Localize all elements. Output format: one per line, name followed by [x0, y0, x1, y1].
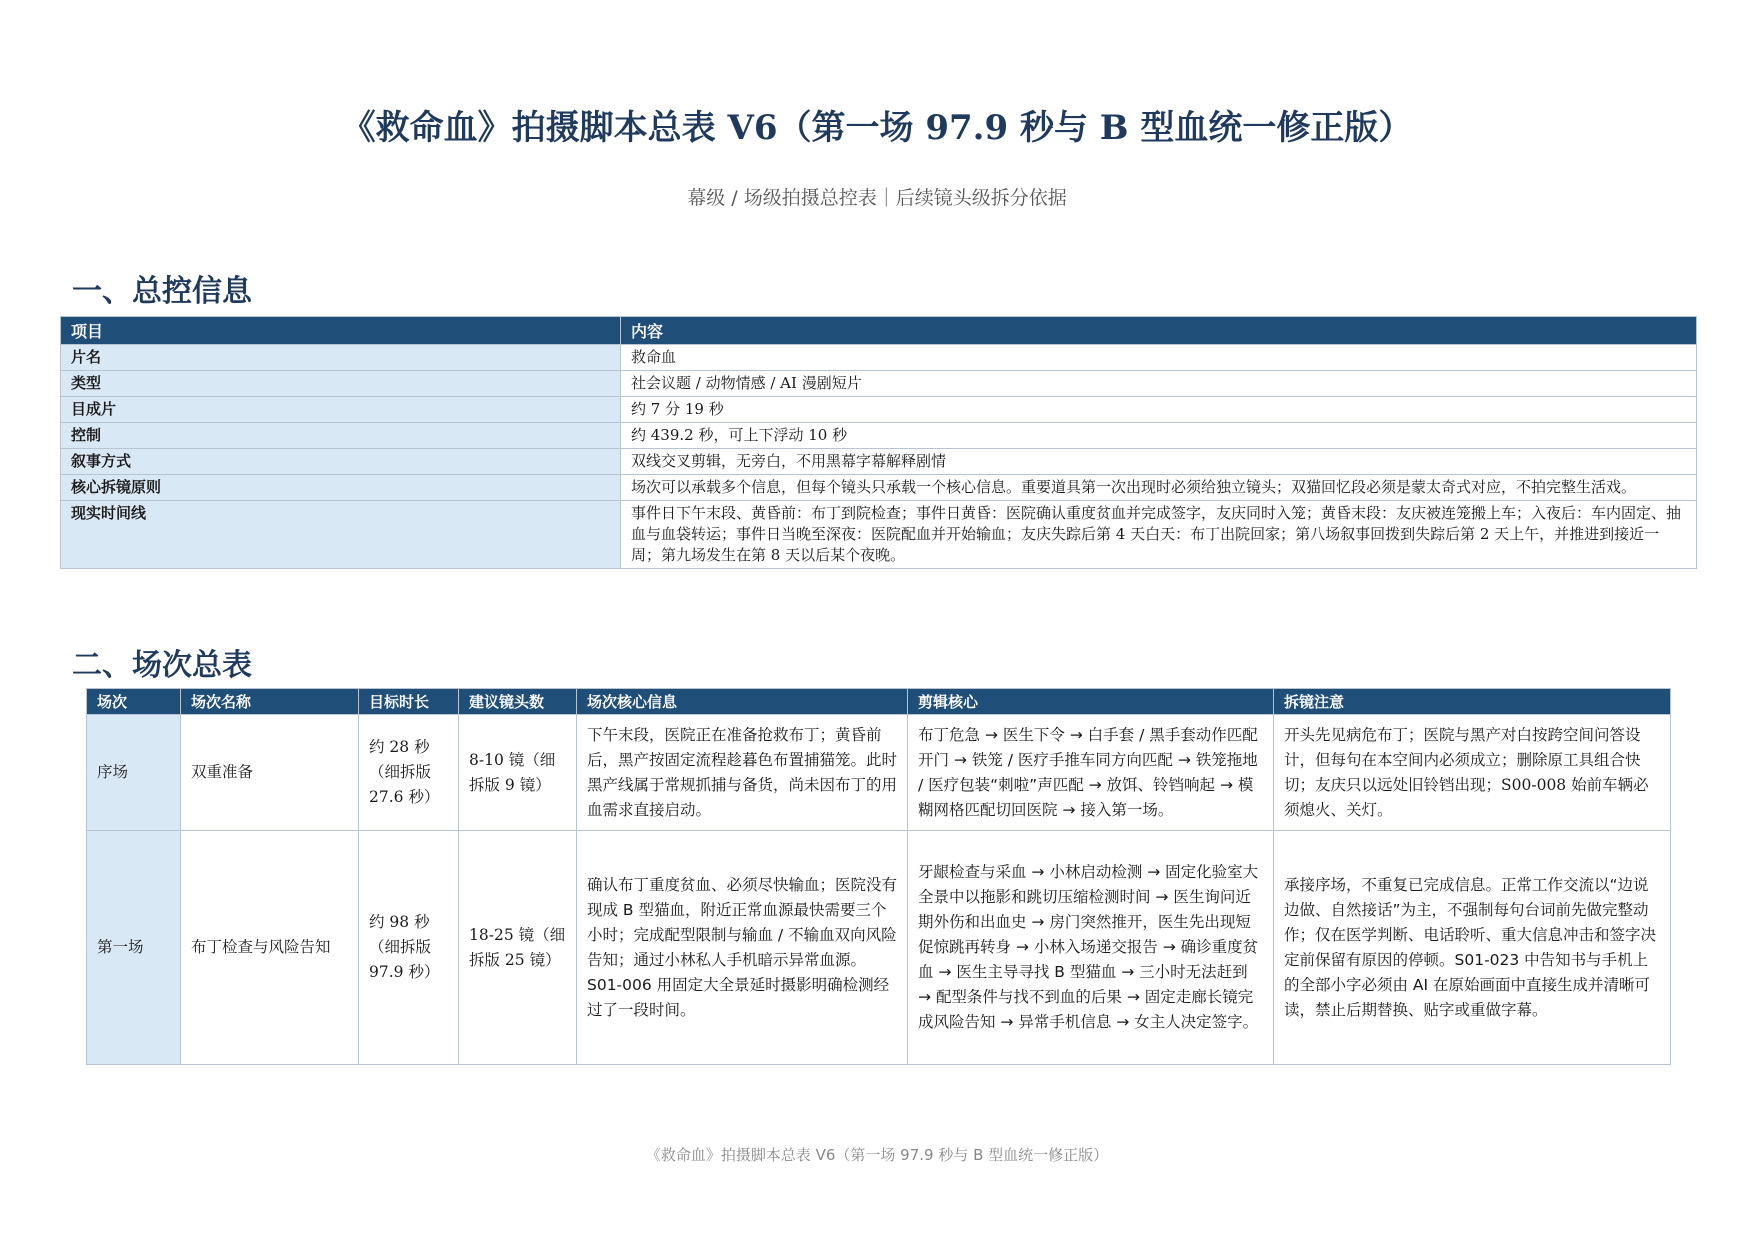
row-value: 约 439.2 秒，可上下浮动 10 秒	[621, 423, 1697, 449]
page-footer: 《救命血》拍摄脚本总表 V6（第一场 97.9 秒与 B 型血统一修正版）	[645, 1146, 1109, 1164]
scene-edit-core: 布丁危急 → 医生下令 → 白手套 / 黑手套动作匹配开门 → 铁笼 / 医疗手推车同方向匹配 → 铁笼拖地 / 医疗包装“刺啦”声匹配 → 放饵、铃铛响起 → 模糊网格匹配切回医院 → 接入第一场。	[908, 715, 1274, 831]
table-row	[87, 831, 1671, 1065]
scene-name: 布丁检查与风险告知	[181, 831, 359, 1065]
section-heading-overview: 一、总控信息	[72, 274, 252, 309]
scene-number: 第一场	[87, 831, 181, 1065]
row-value: 双线交叉剪辑，无旁白，不用黑幕字幕解释剧情	[621, 449, 1697, 475]
row-value: 事件日下午末段、黄昏前：布丁到院检查；事件日黄昏：医院确认重度贫血并完成签字，友庆同时入笼；黄昏末段：友庆被连笼搬上车；入夜后：车内固定、抽血与血袋转运；事件日当晚至深夜：医院配血并开始输血；友庆失踪后第 4 天白天：布丁出院回家；第八场叙事回拨到失踪后第 2 天上午，并推进到接近一周；第九场发生在第 8 天以后某个夜晚。	[621, 501, 1697, 569]
column-header: 剪辑核心	[908, 689, 1274, 715]
scene-core-info: 确认布丁重度贫血、必须尽快输血；医院没有现成 B 型猫血，附近正常血源最快需要三个小时；完成配型限制与输血 / 不输血双向风险告知；通过小林私人手机暗示异常血源。S01-006 用固定大全景延时摄影明确检测经过了一段时间。	[577, 831, 908, 1065]
scene-shot-count: 8-10 镜（细拆版 9 镜）	[459, 715, 577, 831]
row-key: 类型	[61, 371, 621, 397]
column-header: 目标时长	[359, 689, 459, 715]
scene-edit-core: 牙龈检查与采血 → 小林启动检测 → 固定化验室大全景中以拖影和跳切压缩检测时间 → 医生询问近期外伤和出血史 → 房门突然推开，医生先出现短促惊跳再转身 → 小林入场递交报告 → 确诊重度贫血 → 医生主导寻找 B 型猫血 → 三小时无法赶到 → 配型条件与找不到血的后果 → 固定走廊长镜完成风险告知 → 异常手机信息 → 女主人决定签字。	[908, 831, 1274, 1065]
table-row	[61, 345, 1697, 371]
table-row	[61, 475, 1697, 501]
row-key: 片名	[61, 345, 621, 371]
table-header-row	[61, 317, 1697, 345]
row-value: 约 7 分 19 秒	[621, 397, 1697, 423]
table-row	[61, 423, 1697, 449]
scene-name: 双重准备	[181, 715, 359, 831]
table-row	[61, 501, 1697, 569]
table-row	[87, 715, 1671, 831]
scene-duration: 约 28 秒（细拆版 27.6 秒）	[359, 715, 459, 831]
row-value: 场次可以承载多个信息，但每个镜头只承载一个核心信息。重要道具第一次出现时必须给独立镜头；双猫回忆段必须是蒙太奇式对应，不拍完整生活戏。	[621, 475, 1697, 501]
row-key: 叙事方式	[61, 449, 621, 475]
row-value: 救命血	[621, 345, 1697, 371]
row-key: 核心拆镜原则	[61, 475, 621, 501]
column-header: 场次核心信息	[577, 689, 908, 715]
column-header: 拆镜注意	[1274, 689, 1671, 715]
scene-number: 序场	[87, 715, 181, 831]
document-title: 《救命血》拍摄脚本总表 V6（第一场 97.9 秒与 B 型血统一修正版）	[341, 108, 1413, 148]
column-header: 建议镜头数	[459, 689, 577, 715]
row-value: 社会议题 / 动物情感 / AI 漫剧短片	[621, 371, 1697, 397]
scene-notes: 开头先见病危布丁；医院与黑产对白按跨空间问答设计，但每句在本空间内必须成立；删除原工具组合快切；友庆只以远处旧铃铛出现；S00-008 始前车辆必须熄火、关灯。	[1274, 715, 1671, 831]
scene-shot-count: 18-25 镜（细拆版 25 镜）	[459, 831, 577, 1065]
row-key: 目成片	[61, 397, 621, 423]
column-header: 场次	[87, 689, 181, 715]
section-heading-scenes: 二、场次总表	[72, 648, 252, 683]
column-header: 内容	[621, 317, 1697, 345]
row-key: 控制	[61, 423, 621, 449]
scene-notes: 承接序场，不重复已完成信息。正常工作交流以“边说边做、自然接话”为主，不强制每句台词前先做完整动作；仅在医学判断、电话聆听、重大信息冲击和签字决定前保留有原因的停顿。S01-023 中告知书与手机上的全部小字必须由 AI 在原始画面中直接生成并清晰可读，禁止后期替换、贴字或重做字幕。	[1274, 831, 1671, 1065]
column-header: 场次名称	[181, 689, 359, 715]
table-row	[61, 371, 1697, 397]
scene-table	[86, 688, 1671, 1065]
table-header-row	[87, 689, 1671, 715]
scene-duration: 约 98 秒（细拆版 97.9 秒）	[359, 831, 459, 1065]
column-header: 项目	[61, 317, 621, 345]
scene-core-info: 下午末段，医院正在准备抢救布丁；黄昏前后，黑产按固定流程趁暮色布置捕猫笼。此时黑产线属于常规抓捕与备货，尚未因布丁的用血需求直接启动。	[577, 715, 908, 831]
overview-table	[60, 316, 1697, 569]
table-row	[61, 397, 1697, 423]
document-subtitle: 幕级 / 场级拍摄总控表｜后续镜头级拆分依据	[687, 187, 1067, 209]
row-key: 现实时间线	[61, 501, 621, 569]
table-row	[61, 449, 1697, 475]
